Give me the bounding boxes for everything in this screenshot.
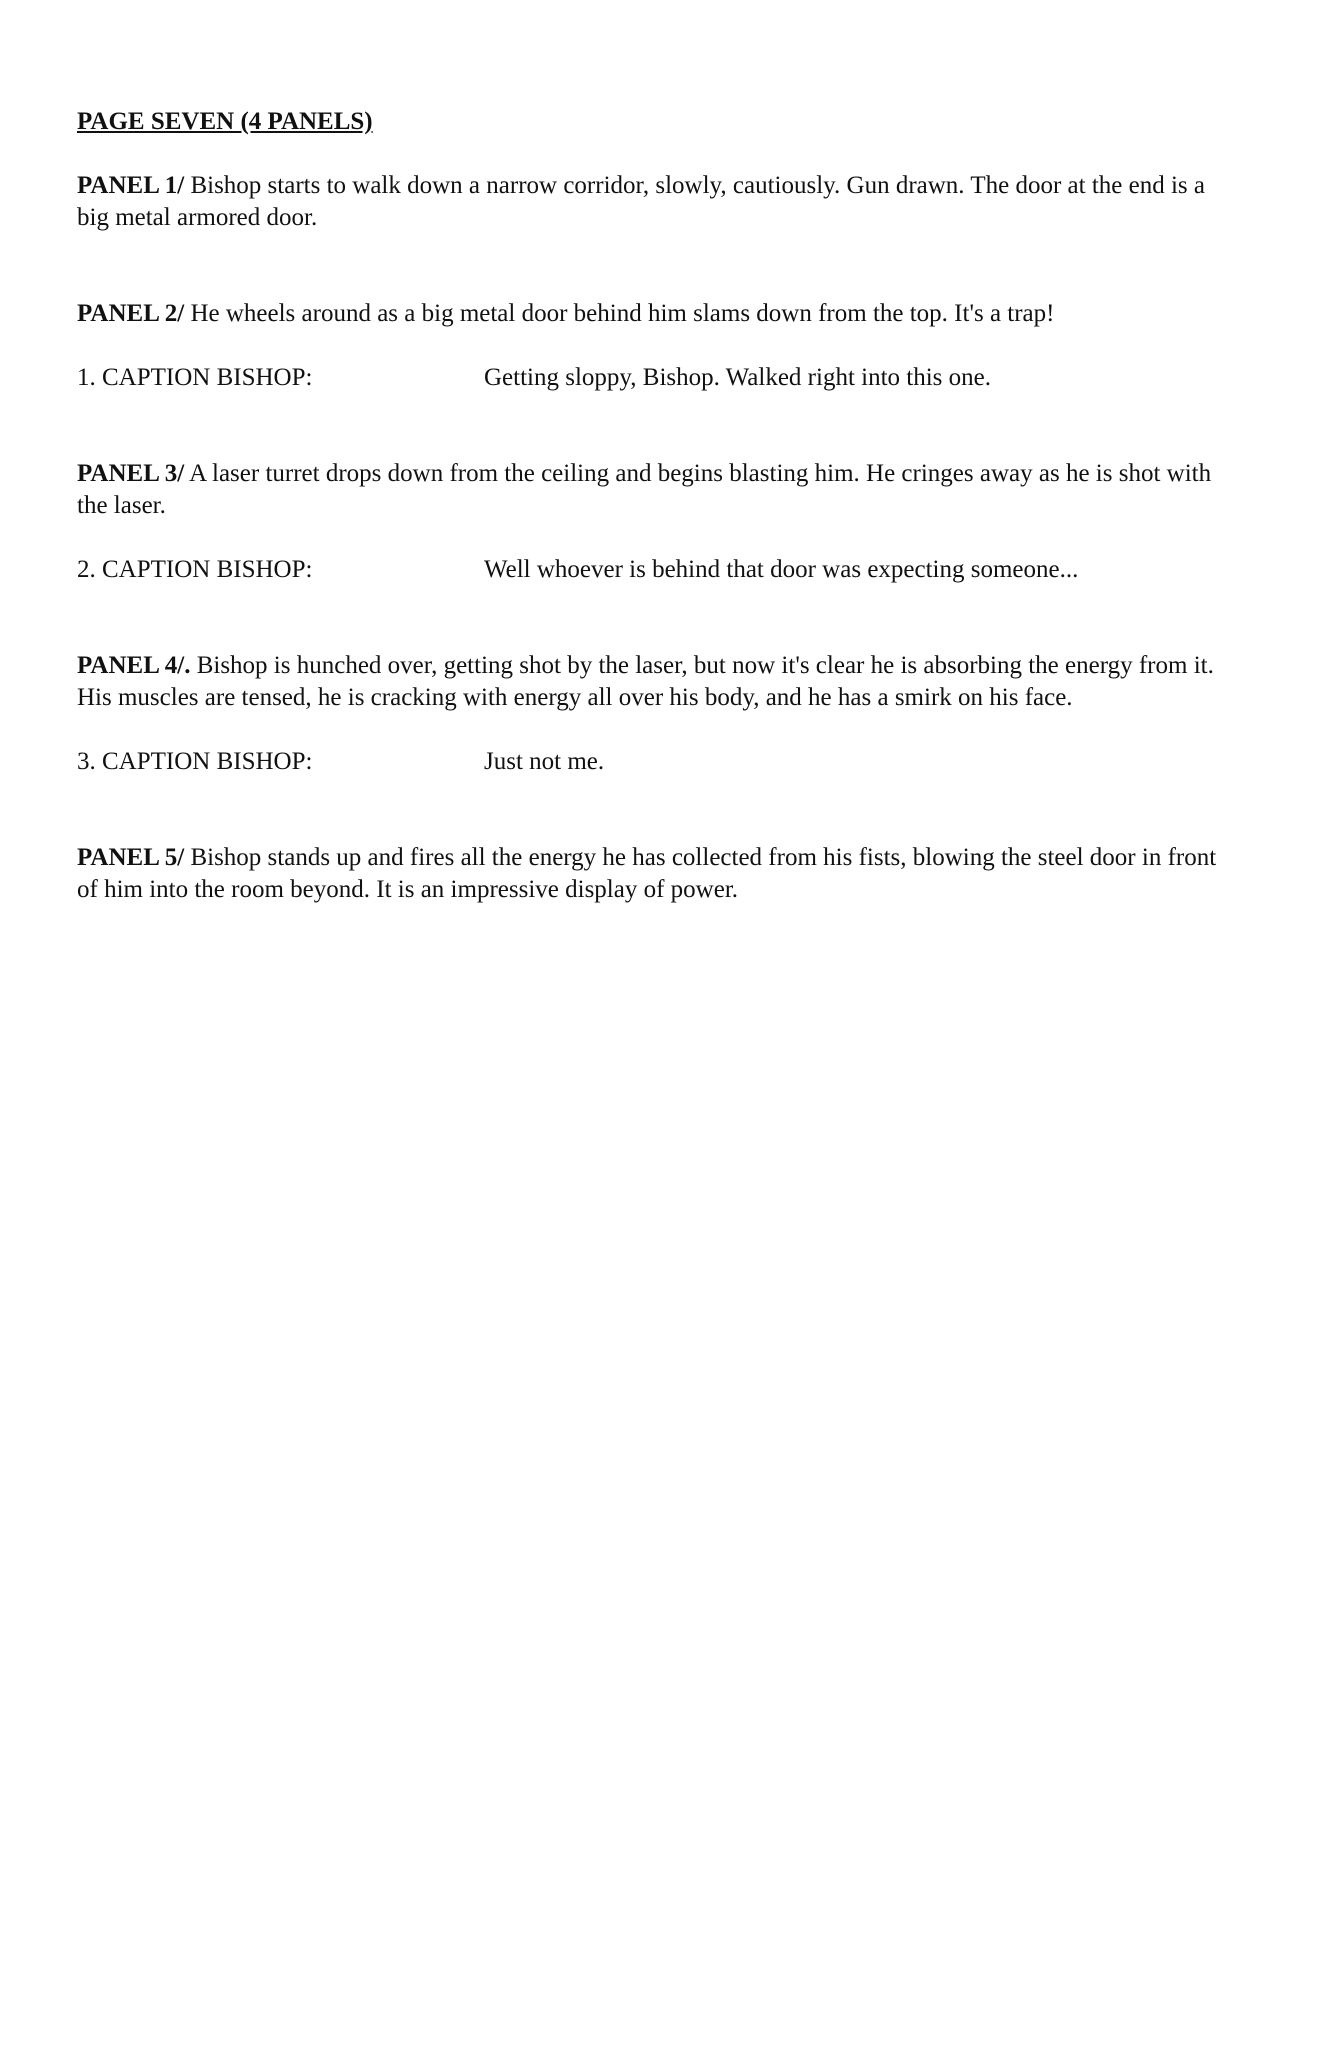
page-title: PAGE SEVEN (4 PANELS): [77, 108, 373, 135]
panel-description-text: Bishop stands up and fires all the energy he has collected from his fists, blowing the steel door in front of him into the room beyond. It is an impressive display of power.: [77, 844, 1217, 903]
panel-description-text: Bishop is hunched over, getting shot by the laser, but now it's clear he is absorbing the energy from it. His muscles are tensed, he is cracking with energy all over his body, and he has a smirk on his face.: [77, 652, 1214, 711]
caption-line: [77, 746, 1237, 778]
panel-description: [77, 170, 1237, 234]
caption-text: Just not me.: [484, 748, 605, 775]
caption-speaker: 2. CAPTION BISHOP:: [77, 556, 313, 583]
panel-description: [77, 842, 1237, 906]
panel-label: PANEL 1/: [77, 172, 185, 199]
caption-text: Getting sloppy, Bishop. Walked right into this one.: [484, 364, 991, 391]
panel-label: PANEL 3/: [77, 460, 185, 487]
panel-description-text: A laser turret drops down from the ceiling and begins blasting him. He cringes away as he is shot with the laser.: [77, 460, 1212, 519]
panel-4: [77, 650, 1237, 778]
panel-1: [77, 170, 1237, 234]
panel-description: [77, 458, 1237, 522]
caption-line: [77, 362, 1237, 394]
panel-description-text: Bishop starts to walk down a narrow corridor, slowly, cautiously. Gun drawn. The door at the end is a big metal armored door.: [77, 172, 1205, 231]
panel-2: [77, 298, 1237, 394]
panel-description: [77, 650, 1237, 714]
caption-line: [77, 554, 1237, 586]
panel-label: PANEL 4/.: [77, 652, 191, 679]
panel-description: [77, 298, 1237, 330]
panel-5: [77, 842, 1237, 906]
panel-3: [77, 458, 1237, 586]
caption-speaker: 3. CAPTION BISHOP:: [77, 748, 313, 775]
panel-description-text: He wheels around as a big metal door behind him slams down from the top. It's a trap!: [184, 300, 1055, 327]
caption-speaker: 1. CAPTION BISHOP:: [77, 364, 313, 391]
panel-label: PANEL 5/: [77, 844, 185, 871]
script-page: [77, 106, 1237, 970]
caption-text: Well whoever is behind that door was expecting someone...: [484, 556, 1079, 583]
panel-label: PANEL 2/: [77, 300, 185, 327]
